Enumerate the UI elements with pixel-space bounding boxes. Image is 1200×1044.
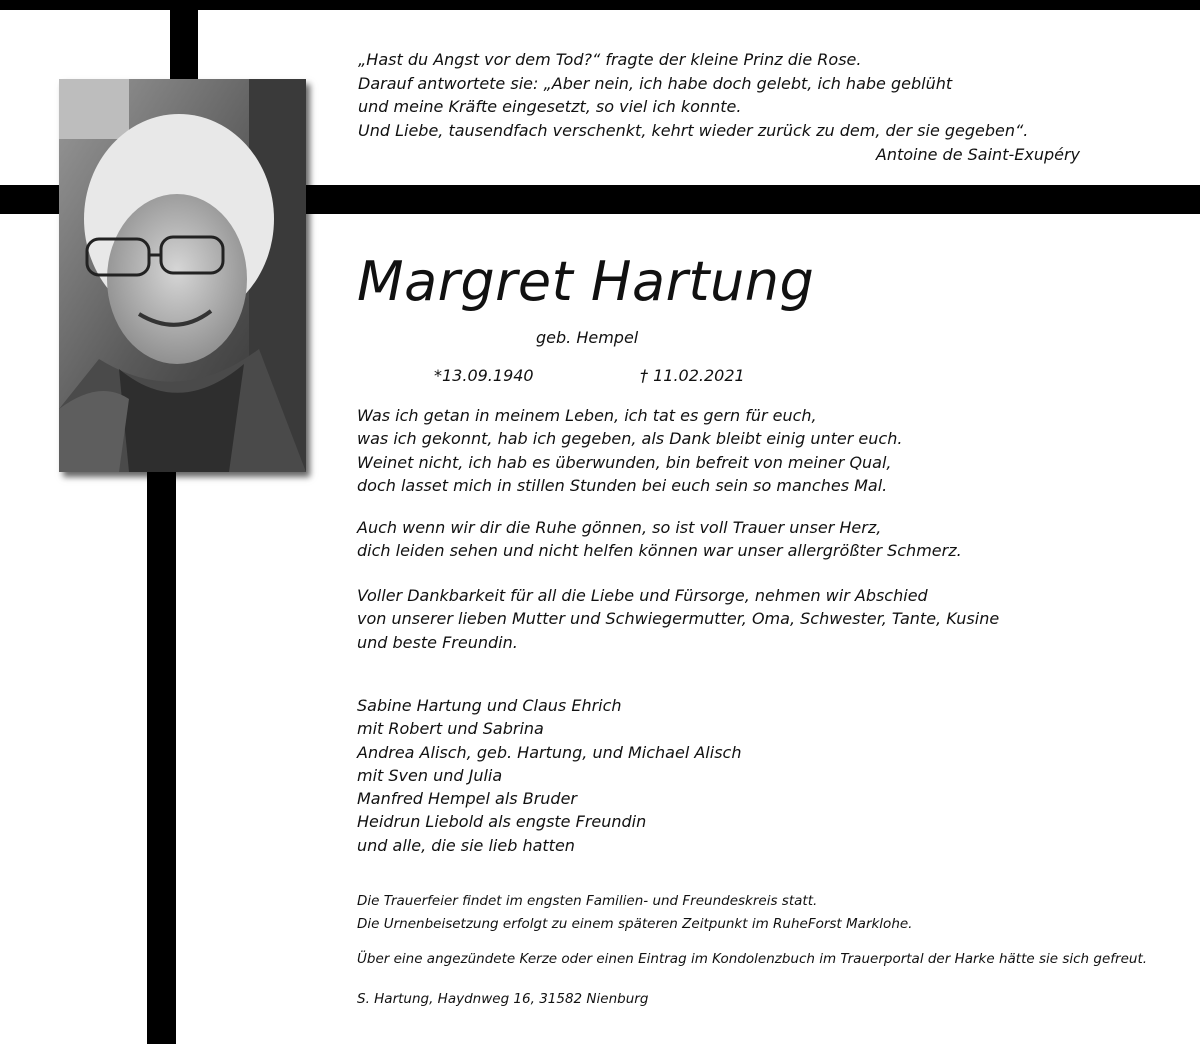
epigraph-quote	[358, 48, 1028, 142]
poem-line: was ich gekonnt, hab ich gegeben, als Dank bleibt einig unter euch.	[357, 429, 903, 449]
quote-author: Antoine de Saint-Exupéry	[875, 145, 1080, 164]
death-date: † 11.02.2021	[640, 366, 745, 385]
mourner-line: Sabine Hartung und Claus Ehrich	[357, 696, 622, 715]
poem-line: doch lasset mich in stillen Stunden bei euch sein so manches Mal.	[357, 475, 888, 495]
funeral-notice: Die Trauerfeier findet im engsten Familien- und Freundeskreis statt.	[357, 893, 818, 909]
poem-line: Was ich getan in meinem Leben, ich tat es gern für euch,	[357, 406, 817, 425]
mourning-paragraph	[357, 516, 962, 563]
mourner-line: Manfred Hempel als Bruder	[357, 789, 577, 809]
burial-notice: Die Urnenbeisetzung erfolgt zu einem späteren Zeitpunkt im RuheForst Marklohe.	[357, 916, 913, 932]
mourner-line: Andrea Alisch, geb. Hartung, und Michael Alisch	[357, 742, 742, 762]
farewell-paragraph	[357, 584, 999, 654]
maiden-name: geb. Hempel	[536, 328, 639, 347]
quote-line: „Hast du Angst vor dem Tod?“ fragte der kleine Prinz die Rose.	[358, 50, 862, 69]
mourner-line: Heidrun Liebold als engste Freundin	[357, 812, 647, 832]
condolence-notice: Über eine angezündete Kerze oder einen Eintrag im Kondolenzbuch im Trauerportal der Harke hätte sie sich gefreut.	[357, 951, 1148, 967]
birth-date: *13.09.1940	[434, 366, 534, 385]
poem	[357, 404, 902, 497]
contact-address: S. Hartung, Haydnweg 16, 31582 Nienburg	[357, 991, 649, 1007]
deceased-name: Margret Hartung	[357, 250, 815, 313]
poem-line: Weinet nicht, ich hab es überwunden, bin befreit von meiner Qual,	[357, 452, 892, 472]
paragraph-line: von unserer lieben Mutter und Schwiegermutter, Oma, Schwester, Tante, Kusine	[357, 609, 1000, 629]
paragraph-line: Voller Dankbarkeit für all die Liebe und Fürsorge, nehmen wir Abschied	[357, 586, 928, 605]
paragraph-line: dich leiden sehen und nicht helfen können war unser allergrößter Schmerz.	[357, 541, 962, 561]
mourner-line: mit Robert und Sabrina	[357, 719, 544, 739]
quote-line: und meine Kräfte eingesetzt, so viel ich konnte.	[358, 97, 742, 116]
quote-line: Darauf antwortete sie: „Aber nein, ich habe doch gelebt, ich habe geblüht	[358, 73, 953, 93]
quote-line: Und Liebe, tausendfach verschenkt, kehrt wieder zurück zu dem, der sie gegeben“.	[358, 120, 1029, 140]
mourner-line: mit Sven und Julia	[357, 765, 503, 785]
mourner-line: und alle, die sie lieb hatten	[357, 835, 575, 855]
paragraph-line: und beste Freundin.	[357, 632, 518, 652]
paragraph-line: Auch wenn wir dir die Ruhe gönnen, so ist voll Trauer unser Herz,	[357, 518, 882, 537]
portrait-image	[59, 79, 306, 472]
portrait-photo	[59, 79, 306, 472]
mourners-list	[357, 694, 741, 857]
